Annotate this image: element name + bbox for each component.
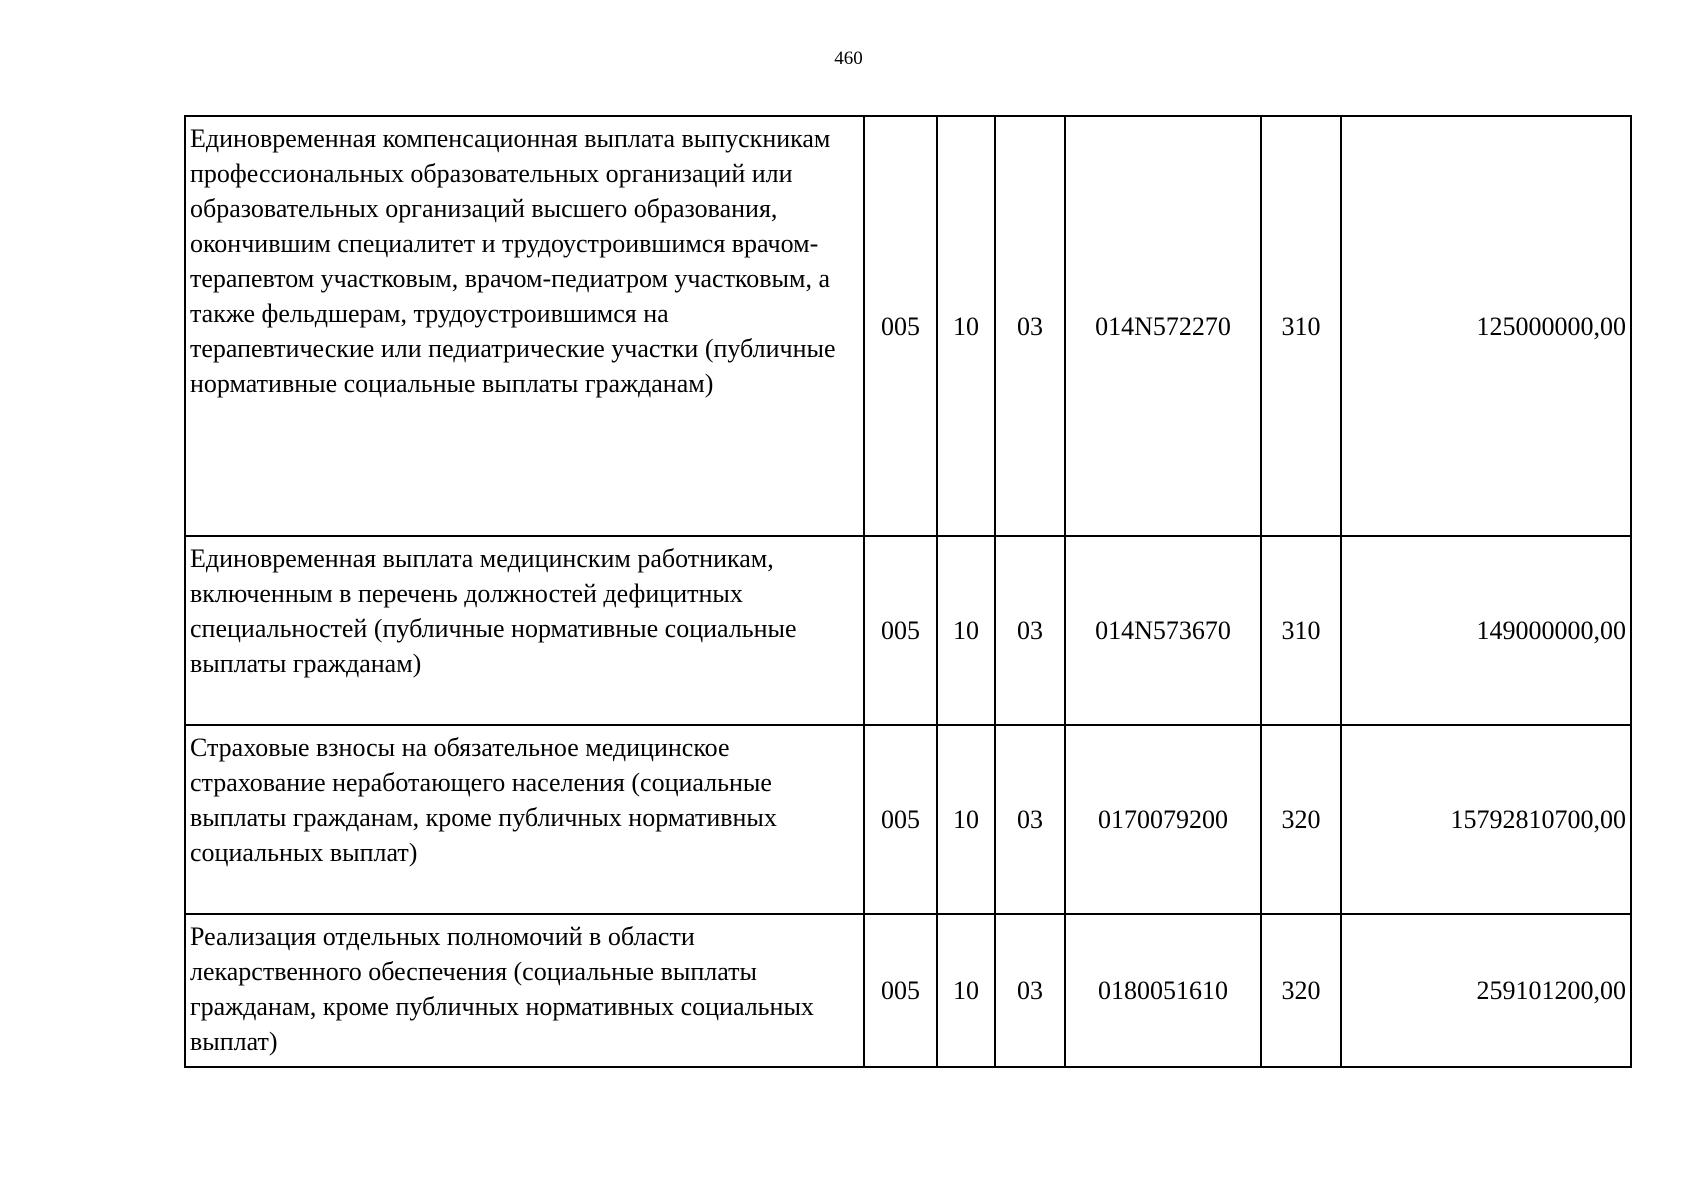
budget-table [184, 115, 1632, 1068]
description-cell: Страховые взносы на обязательное медицинское страхование неработающего населения (социальные выплаты гражданам, кроме публичных нормативных социальных выплат) [185, 725, 864, 914]
subsection-code-cell: 03 [995, 536, 1065, 725]
target-code-cell: 0180051610 [1065, 914, 1261, 1067]
expense-type-cell: 310 [1261, 116, 1341, 536]
description-cell: Реализация отдельных полномочий в области лекарственного обеспечения (социальные выплаты гражданам, кроме публичных нормативных социальных выплат) [185, 914, 864, 1067]
amount-cell: 125000000,00 [1341, 116, 1631, 536]
table-row [185, 914, 1631, 1067]
ministry-code-cell: 005 [864, 116, 937, 536]
ministry-code-cell: 005 [864, 914, 937, 1067]
subsection-code-cell: 03 [995, 725, 1065, 914]
ministry-code-cell: 005 [864, 536, 937, 725]
table-row [185, 536, 1631, 725]
amount-cell: 259101200,00 [1341, 914, 1631, 1067]
description-cell: Единовременная выплата медицинским работникам, включенным в перечень должностей дефицитных специальностей (публичные нормативные социальные выплаты гражданам) [185, 536, 864, 725]
target-code-cell: 014N573670 [1065, 536, 1261, 725]
table-row [185, 725, 1631, 914]
expense-type-cell: 320 [1261, 914, 1341, 1067]
section-code-cell: 10 [937, 725, 995, 914]
expense-type-cell: 320 [1261, 725, 1341, 914]
subsection-code-cell: 03 [995, 914, 1065, 1067]
target-code-cell: 0170079200 [1065, 725, 1261, 914]
expense-type-cell: 310 [1261, 536, 1341, 725]
target-code-cell: 014N572270 [1065, 116, 1261, 536]
section-code-cell: 10 [937, 914, 995, 1067]
section-code-cell: 10 [937, 116, 995, 536]
amount-cell: 149000000,00 [1341, 536, 1631, 725]
subsection-code-cell: 03 [995, 116, 1065, 536]
page-number: 460 [834, 48, 863, 69]
amount-cell: 15792810700,00 [1341, 725, 1631, 914]
table-row [185, 116, 1631, 536]
section-code-cell: 10 [937, 536, 995, 725]
description-cell: Единовременная компенсационная выплата выпускникам профессиональных образовательных организаций или образовательных организаций высшего образования, окончившим специалитет и трудоустроившимся врачом-терапевтом участковым, врачом-педиатром участковым, а также фельдшерам, трудоустроившимся на терапевтические или педиатрические участки (публичные нормативные социальные выплаты гражданам) [185, 116, 864, 536]
ministry-code-cell: 005 [864, 725, 937, 914]
